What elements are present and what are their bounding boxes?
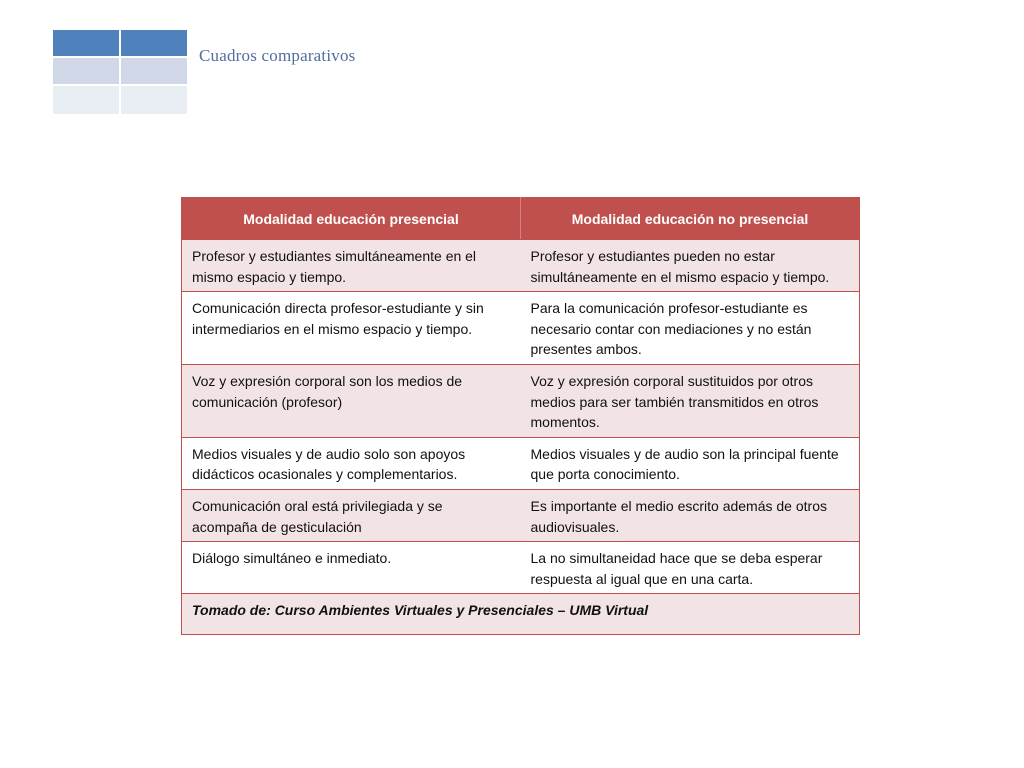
column-header-presencial: Modalidad educación presencial — [182, 198, 521, 240]
logo-cell — [121, 30, 187, 56]
logo-cell — [53, 58, 119, 84]
logo-cell — [53, 30, 119, 56]
table-cell: Para la comunicación profesor-estudiante es necesario contar con mediaciones y no están presentes ambos. — [521, 292, 860, 365]
logo-cell — [121, 58, 187, 84]
table-cell: Voz y expresión corporal sustituidos por otros medios para ser también transmitidos en otros momentos. — [521, 364, 860, 437]
table-cell: Comunicación oral está privilegiada y se acompaña de gesticulación — [182, 489, 521, 541]
table-cell: Profesor y estudiantes pueden no estar simultáneamente en el mismo espacio y tiempo. — [521, 240, 860, 292]
table-cell: Diálogo simultáneo e inmediato. — [182, 542, 521, 594]
column-header-no-presencial: Modalidad educación no presencial — [521, 198, 860, 240]
table-row — [182, 364, 860, 437]
comparison-table — [181, 197, 860, 635]
table-row — [182, 542, 860, 594]
table-cell: Medios visuales y de audio solo son apoyos didácticos ocasionales y complementarios. — [182, 437, 521, 489]
table-header-row — [182, 198, 860, 240]
table-cell: Voz y expresión corporal son los medios de comunicación (profesor) — [182, 364, 521, 437]
table-cell: Comunicación directa profesor-estudiante y sin intermediarios en el mismo espacio y tiempo. — [182, 292, 521, 365]
table-cell: Es importante el medio escrito además de otros audiovisuales. — [521, 489, 860, 541]
logo-cell — [53, 86, 119, 114]
table-cell: La no simultaneidad hace que se deba esperar respuesta al igual que en una carta. — [521, 542, 860, 594]
table-row — [182, 489, 860, 541]
table-row — [182, 292, 860, 365]
table-row — [182, 437, 860, 489]
table-row — [182, 240, 860, 292]
table-cell: Profesor y estudiantes simultáneamente en el mismo espacio y tiempo. — [182, 240, 521, 292]
source-note: Tomado de: Curso Ambientes Virtuales y Presenciales – UMB Virtual — [182, 594, 860, 635]
logo-cell — [121, 86, 187, 114]
slide-title: Cuadros comparativos — [199, 46, 356, 65]
source-note-row — [182, 594, 860, 635]
table-logo-icon — [53, 30, 189, 114]
table-cell: Medios visuales y de audio son la principal fuente que porta conocimiento. — [521, 437, 860, 489]
